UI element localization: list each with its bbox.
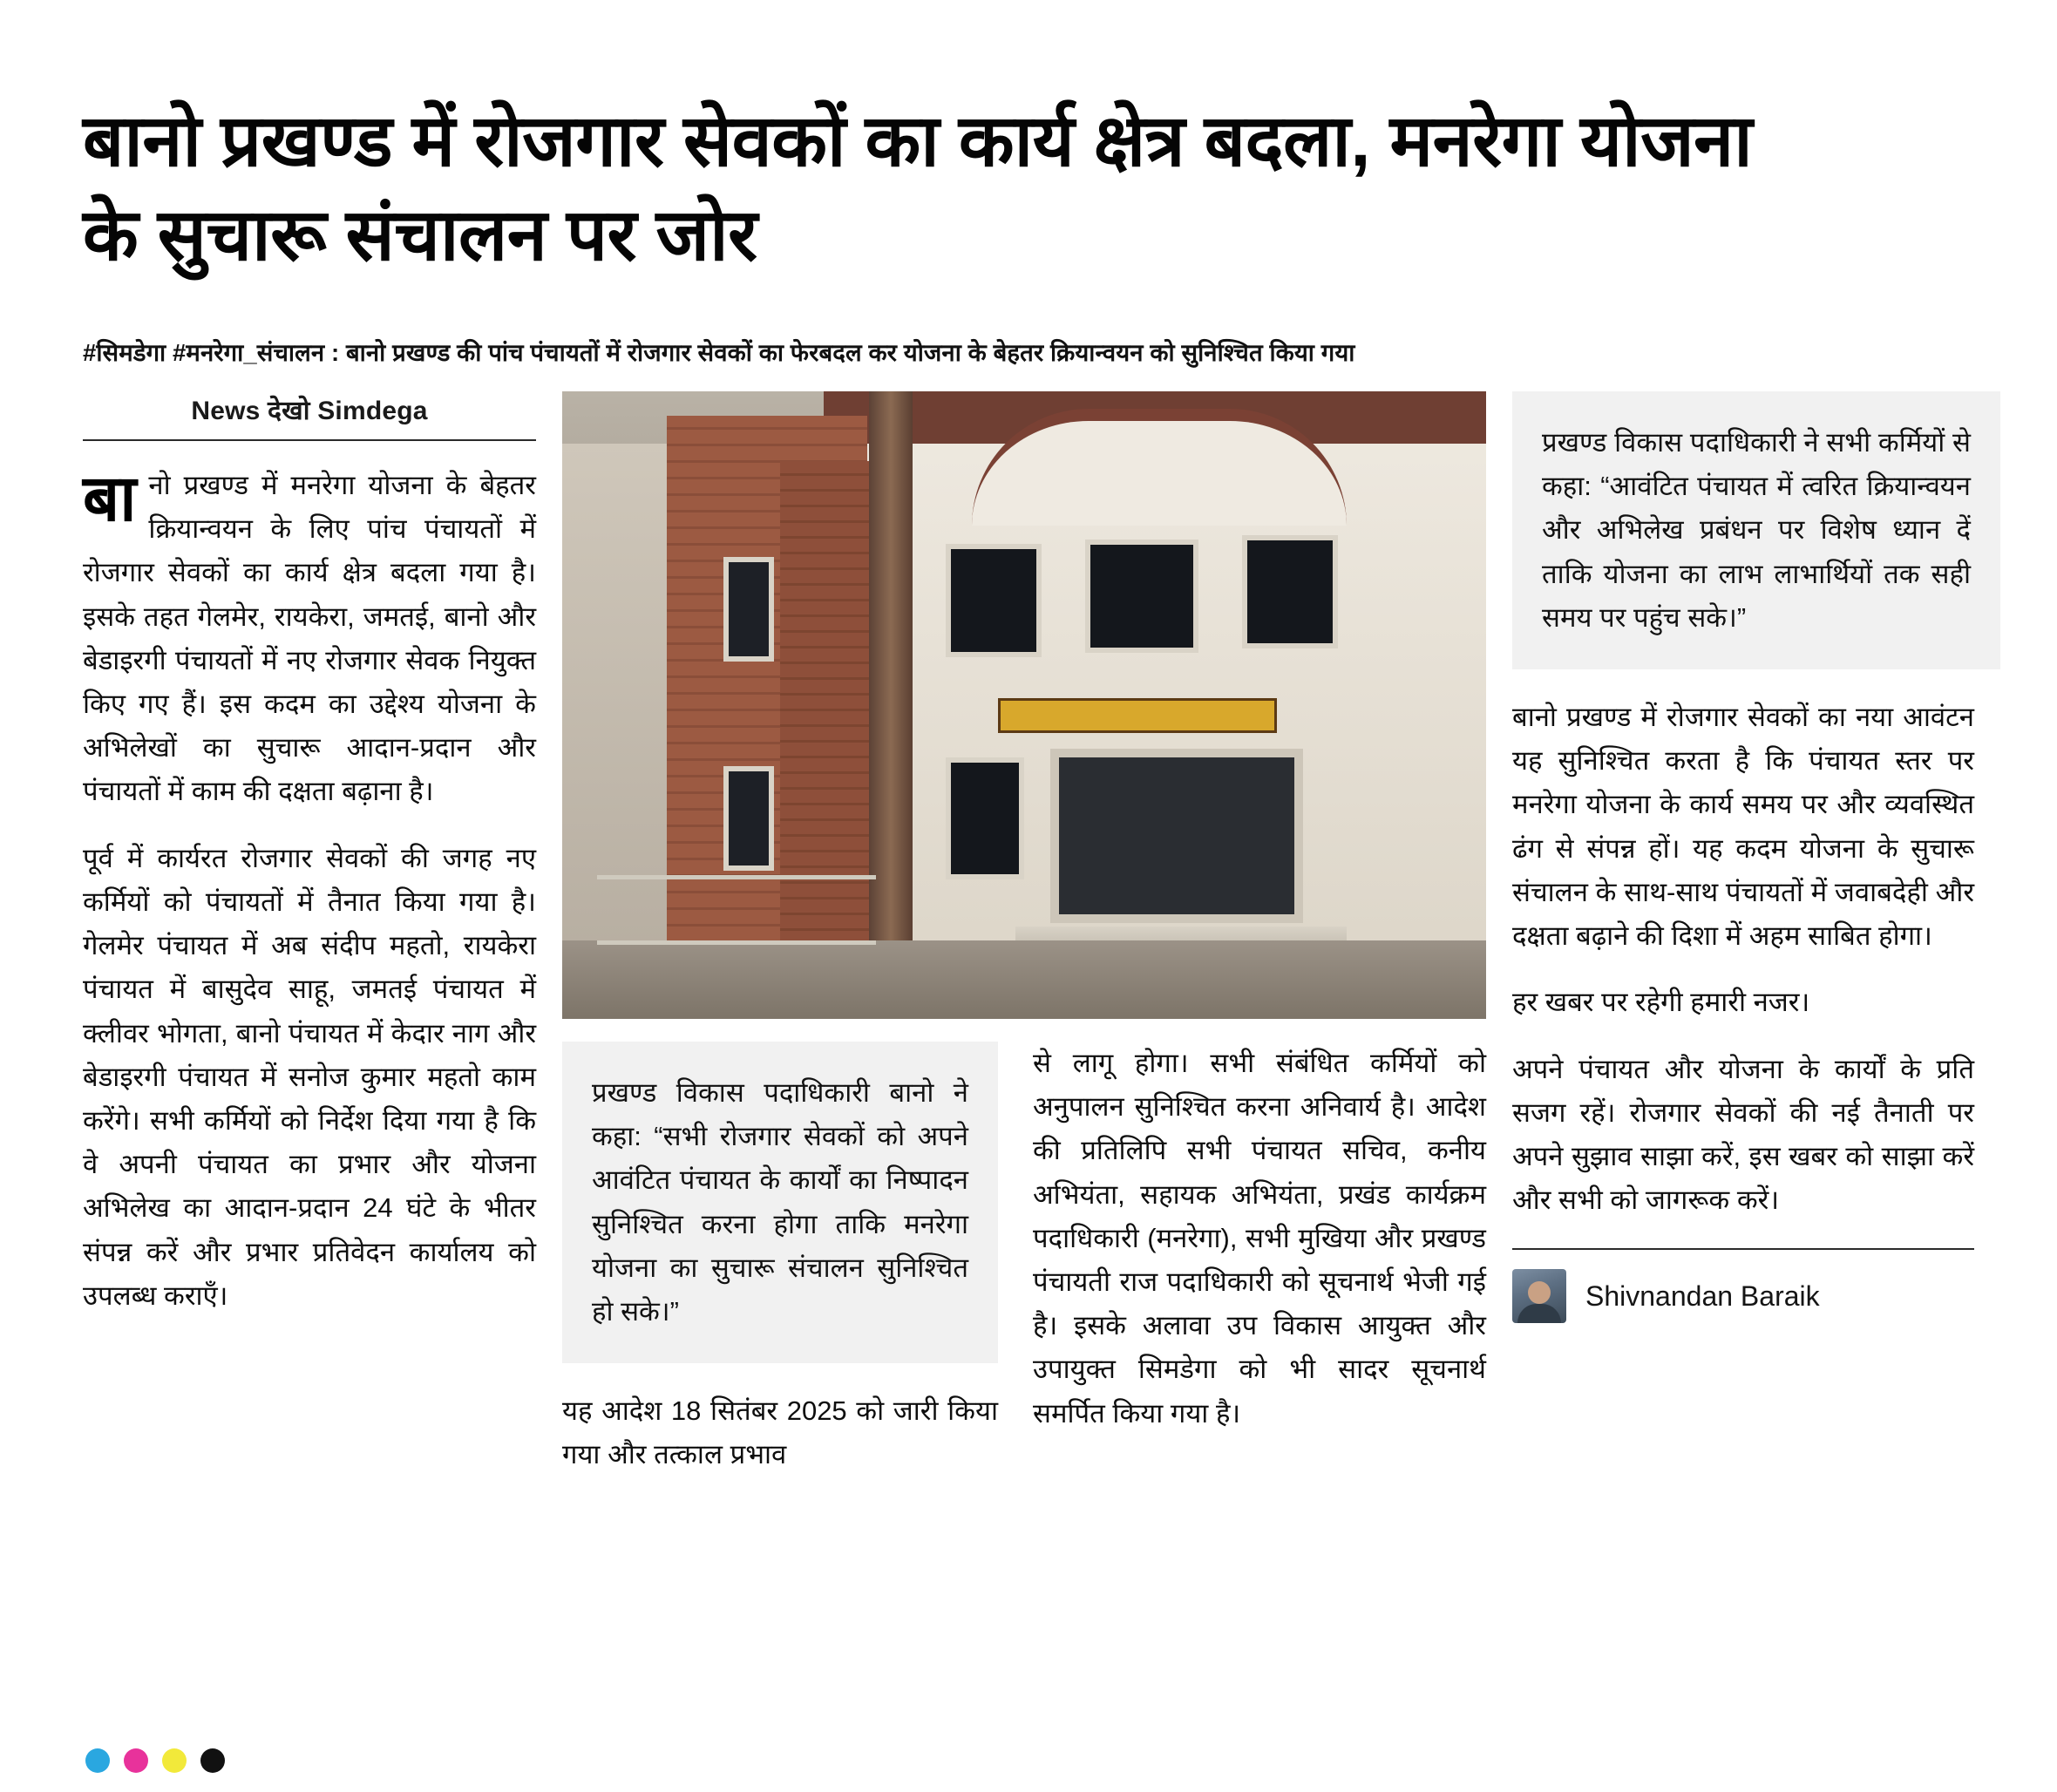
block-office-building-image: [562, 391, 1486, 1019]
photo-window-6: [946, 757, 1024, 879]
quote-box-right: [1512, 391, 2000, 669]
photo-window-4: [1085, 540, 1198, 653]
photo-window-3: [946, 544, 1042, 657]
middle-paragraph-right: से लागू होगा। सभी संबंधित कर्मियों को अनुपालन सुनिश्चित करना अनिवार्य है। आदेश की प्रतिलिपि सभी पंचायत सचिव, कनीय अभियंता, सहायक अभियंता, प्रखंड कार्यक्रम पदाधिकारी (मनरेगा), सभी मुखिया और प्रखण्ड पंचायती राज पदाधिकारी को सूचनार्थ भेजी गई है। इसके अलावा उप विकास आयुक्त और उपायुक्त सिमडेगा को भी सादर सूचनार्थ समर्पित किया गया है।: [1033, 1047, 1486, 1429]
photo-ground: [562, 940, 1486, 1019]
photo-signboard: [998, 698, 1277, 733]
middle-sub-column-left: [562, 1019, 998, 1477]
page-title: बानो प्रखण्ड में रोजगार सेवकों का कार्य क्षेत्र बदला, मनरेगा योजना के सुचारू संचालन पर जोर: [83, 100, 1753, 275]
author-name: Shivnandan Baraik: [1585, 1280, 1820, 1312]
photo-window-1: [723, 557, 774, 662]
quote-right-text: प्रखण्ड विकास पदाधिकारी ने सभी कर्मियों से कहा: “आवंटित पंचायत में त्वरित क्रियान्वयन और अभिलेख प्रबंधन पर विशेष ध्यान दें ताकि योजना का लाभ लाभार्थियों तक सही समय पर पहुंच सके।”: [1542, 426, 1971, 633]
article-body: [83, 391, 1974, 1477]
print-dot-cyan: [85, 1748, 110, 1773]
quote-box-left: [562, 1042, 998, 1363]
left-paragraph-1: [83, 461, 536, 814]
avatar: [1512, 1269, 1566, 1323]
print-dot-magenta: [124, 1748, 148, 1773]
author-row: [1512, 1269, 1974, 1323]
left-paragraph-2: पूर्व में कार्यरत रोजगार सेवकों की जगह नए कर्मियों को पंचायतों में तैनात किया गया है। गेलमेर पंचायत में अब संदीप महतो, रायकेरा पंचायत में बासुदेव साहू, जमतई पंचायत में क्लीवर भोगता, बानो पंचायत में केदार नाग और बेडाइरगी पंचायत में सनोज कुमार महतो काम करेंगे। सभी कर्मियों को निर्देश दिया गया है कि वे अपनी पंचायत का प्रभार और योजना अभिलेख का आदान-प्रदान 24 घंटे के भीतर संपन्न करें और प्रभार प्रतिवेदन कार्यालय को उपलब्ध कराएँ।: [83, 842, 536, 1311]
middle-paragraph-after-quote: यह आदेश 18 सितंबर 2025 को जारी किया गया और तत्काल प्रभाव: [562, 1395, 998, 1470]
print-registration-marks: [85, 1748, 225, 1773]
author-divider: [1512, 1248, 1974, 1250]
left-column: [83, 391, 562, 1477]
photo-window-2: [723, 766, 774, 871]
photo-railing: [597, 875, 876, 945]
byline-divider: [83, 439, 536, 441]
right-column: [1486, 391, 1974, 1477]
print-dot-black: [200, 1748, 225, 1773]
right-paragraph-1: बानो प्रखण्ड में रोजगार सेवकों का नया आवंटन यह सुनिश्चित करता है कि पंचायत स्तर पर मनरेगा योजना के कार्य समय पर और व्यवस्थित ढंग से संपन्न हों। यह कदम योजना के सुचारू संचालन के साथ-साथ पंचायतों में जवाबदेही और दक्षता बढ़ाने की दिशा में अहम साबित होगा।: [1512, 702, 1974, 952]
middle-column: [562, 391, 1486, 1477]
article-photo: [562, 391, 1486, 1019]
quote-left-text: प्रखण्ड विकास पदाधिकारी बानो ने कहा: “सभी रोजगार सेवकों को अपने आवंटित पंचायत के कार्यों का निष्पादन सुनिश्चित करना होगा ताकि मनरेगा योजना का सुचारू संचालन सुनिश्चित हो सके।”: [592, 1076, 968, 1327]
photo-entrance: [1050, 749, 1303, 923]
right-paragraph-2: हर खबर पर रहेगी हमारी नजर।: [1512, 987, 1810, 1018]
middle-sub-column-right: [1033, 1019, 1486, 1477]
byline: News देखो Simdega: [191, 396, 428, 425]
right-paragraph-3: अपने पंचायत और योजना के कार्यों के प्रति सजग रहें। रोजगार सेवकों की नई तैनाती पर अपने सुझाव साझा करें, इस खबर को साझा करें और सभी को जागरूक करें।: [1512, 1053, 1974, 1216]
article-subhead: #सिमडेगा #मनरेगा_संचालन : बानो प्रखण्ड की पांच पंचायतों में रोजगार सेवकों का फेरबदल कर योजना के बेहतर क्रियान्वयन को सुनिश्चित किया गया: [83, 338, 1355, 366]
middle-sub-columns: [562, 1019, 1486, 1477]
photo-roof-arch: [972, 409, 1347, 526]
drop-cap: बा: [83, 461, 137, 534]
left-paragraph-1-text: नो प्रखण्ड में मनरेगा योजना के बेहतर क्रियान्वयन के लिए पांच पंचायतों में रोजगार सेवकों का कार्य क्षेत्र बदला गया है। इसके तहत गेलमेर, रायकेरा, जमतई, बानो और बेडाइरगी पंचायतों में नए रोजगार सेवक नियुक्त किए गए हैं। इस कदम का उद्देश्य योजना के अभिलेखों का सुचारू आदान-प्रदान और पंचायतों में काम की दक्षता बढ़ाना है।: [83, 469, 536, 807]
photo-window-5: [1242, 535, 1338, 648]
print-dot-yellow: [162, 1748, 187, 1773]
